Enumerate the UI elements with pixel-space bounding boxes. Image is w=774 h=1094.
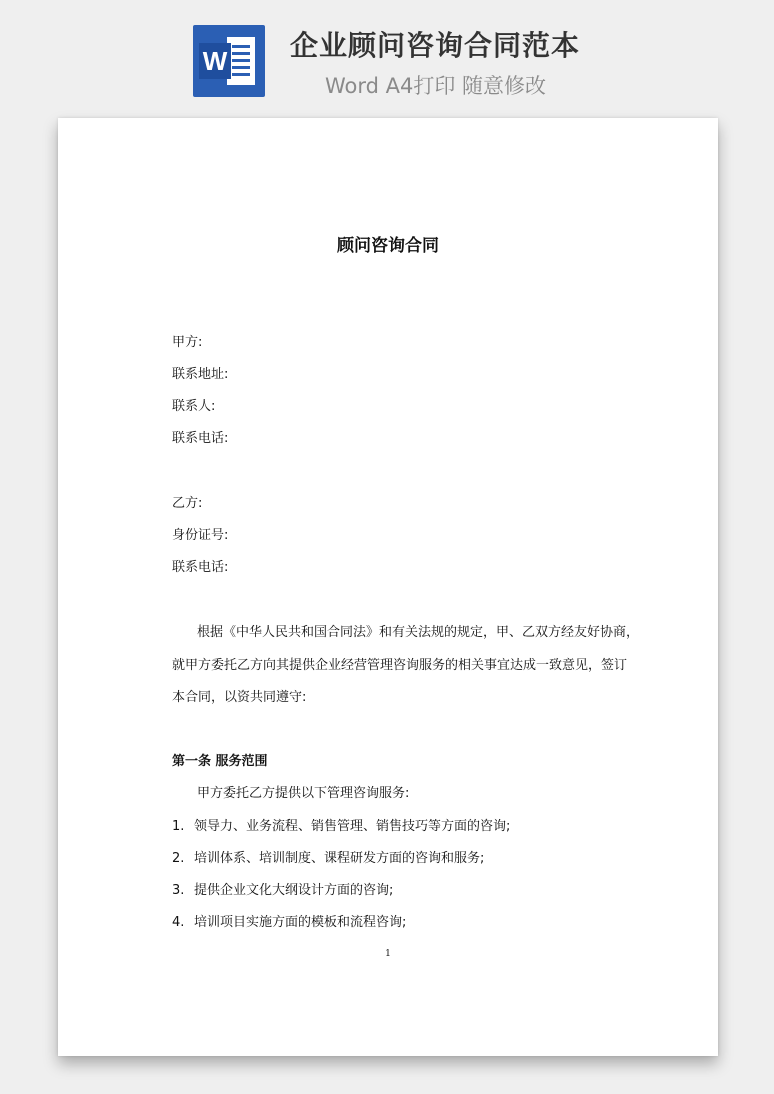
list-item	[172, 815, 510, 834]
party-b-phone-label: 联系电话:	[172, 560, 229, 575]
intro-line-2: 就甲方委托乙方向其提供企业经营管理咨询服务的相关事宜达成一致意见，签订	[172, 658, 628, 673]
document-page	[58, 118, 718, 1056]
list-item	[172, 911, 406, 930]
word-icon	[193, 25, 265, 97]
list-item-text: 提供企业文化大纲设计方面的咨询;	[194, 883, 394, 898]
intro-line-3: 本合同，以资共同遵守:	[172, 690, 307, 705]
section-1-heading: 第一条 服务范围	[172, 754, 268, 769]
document-title: 顾问咨询合同	[337, 236, 439, 256]
document-lines-icon	[227, 37, 255, 85]
list-item	[172, 879, 393, 898]
party-a-phone-label: 联系电话:	[172, 431, 229, 446]
party-b-label: 乙方:	[172, 496, 203, 511]
list-item-number: 3.	[172, 883, 185, 898]
section-1-lead: 甲方委托乙方提供以下管理咨询服务:	[197, 786, 410, 801]
list-item-text: 领导力、业务流程、销售管理、销售技巧等方面的咨询;	[194, 819, 511, 834]
party-b-id-label: 身份证号:	[172, 528, 229, 543]
party-a-label: 甲方:	[172, 335, 203, 350]
party-a-address-label: 联系地址:	[172, 367, 229, 382]
page-number: 1	[385, 949, 391, 959]
list-item-number: 4.	[172, 915, 185, 930]
list-item-number: 1.	[172, 819, 185, 834]
banner	[0, 0, 774, 118]
intro-line-1: 根据《中华人民共和国合同法》和有关法规的规定，甲、乙双方经友好协商，	[197, 625, 640, 640]
banner-title: 企业顾问咨询合同范本	[290, 29, 581, 62]
list-item	[172, 847, 484, 866]
list-item-number: 2.	[172, 851, 185, 866]
banner-subtitle: Word A4打印 随意修改	[325, 74, 547, 98]
list-item-text: 培训项目实施方面的模板和流程咨询;	[194, 915, 407, 930]
list-item-text: 培训体系、培训制度、课程研发方面的咨询和服务;	[194, 851, 485, 866]
party-a-contact-label: 联系人:	[172, 399, 216, 414]
word-letter: W	[199, 43, 231, 79]
